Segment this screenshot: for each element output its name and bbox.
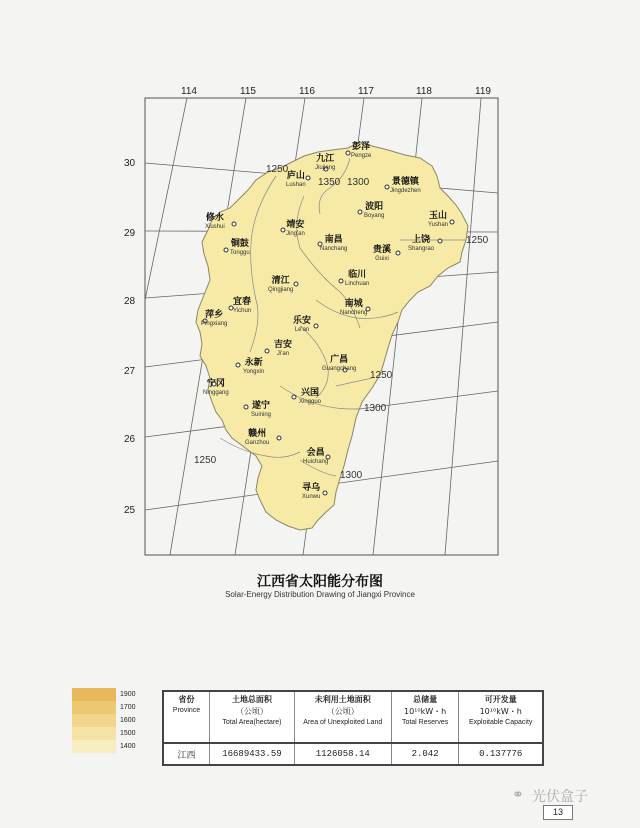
city-label-xiushui: 修水 Xiushui [205, 213, 225, 230]
cell-exploitable-capacity: 0.137776 [459, 743, 543, 765]
wechat-icon: ⚭ [512, 787, 524, 803]
legend-swatch [72, 688, 116, 701]
data-table [162, 690, 544, 766]
city-label-tonggu: 铜鼓 Tonggu [230, 239, 250, 256]
legend-label: 1700 [120, 704, 136, 711]
isoline-label: 1350 [318, 177, 341, 188]
legend-swatch [72, 727, 116, 740]
legend-item [72, 714, 136, 727]
map-title: 江西省太阳能分布图 [257, 574, 383, 590]
isoline-label: 1300 [347, 177, 370, 188]
isoline-label: 1250 [194, 455, 217, 466]
isoline-label: 1250 [266, 164, 289, 175]
longitude-label: 114 [181, 86, 197, 97]
legend-label: 1500 [120, 730, 136, 737]
legend-swatch [72, 701, 116, 714]
isoline-label: 1300 [364, 403, 387, 414]
jiangxi-province-shape [196, 142, 468, 530]
table-header-row [163, 691, 543, 743]
longitude-label: 119 [475, 86, 491, 97]
latitude-label: 27 [124, 366, 136, 377]
watermark: 光伏盒子 [532, 789, 588, 805]
city-label-yongxin: 永新 Yongxin [243, 358, 265, 375]
legend-label: 1400 [120, 743, 136, 750]
longitude-label: 115 [240, 86, 256, 97]
cell-total-reserves: 2.042 [391, 743, 459, 765]
latitude-label: 30 [124, 158, 136, 169]
city-label-pengze: 彭泽 Pengze [351, 142, 372, 159]
city-label-pingxiang: 萍乡 Pingxiang [201, 310, 228, 327]
legend-item [72, 701, 136, 714]
city-label-nanchang: 南昌 Nanchang [320, 235, 348, 252]
header-exploitable-capacity: 可开发量 10¹⁰kW・h Exploitable Capacity [459, 691, 543, 743]
city-label-xunwu: 寻乌 Xunwu [302, 483, 321, 500]
map-subtitle: Solar-Energy Distribution Drawing of Jiangxi Province [225, 590, 415, 599]
city-label-linchuan: 临川 Linchuan [345, 270, 370, 287]
city-label-ganzhou: 赣州 Ganzhou [245, 429, 270, 446]
city-label-nancheng: 南城 Nancheng [340, 299, 368, 316]
city-label-boyang: 波阳 Boyang [364, 202, 385, 219]
legend-label: 1600 [120, 717, 136, 724]
city-label-shangrao: 上饶 Shangrao [408, 235, 435, 252]
city-label-yichun: 宜春 Yichun [233, 297, 252, 314]
latitude-label: 25 [124, 505, 136, 516]
latitude-label: 28 [124, 296, 136, 307]
longitude-label: 116 [299, 86, 315, 97]
city-label-jiujiang: 九江 Jiujiang [315, 154, 336, 171]
city-label-suining: 遂宁 Suining [251, 401, 272, 418]
isoline-label: 1300 [340, 470, 363, 481]
city-label-guixi: 贵溪 Guixi [373, 245, 392, 262]
legend-item [72, 727, 136, 740]
isoline-label: 1250 [370, 370, 393, 381]
header-unexploited-land: 未利用土地面积 （公顷） Area of Unexploited Land [294, 691, 391, 743]
latitude-label: 26 [124, 434, 136, 445]
city-label-ninggang: 宁冈 Ninggang [203, 379, 229, 396]
legend-label: 1900 [120, 691, 136, 698]
legend-swatch [72, 740, 116, 753]
city-label-jingdezhen: 景德镇 Jingdezhen [390, 177, 421, 194]
cell-province: 江西 [163, 743, 210, 765]
header-province: 省份 Province [163, 691, 210, 743]
header-total-reserves: 总储量 10¹⁰kW・h Total Reserves [391, 691, 459, 743]
table-row [163, 743, 543, 765]
city-label-huichang: 会昌 Huichang [303, 448, 329, 465]
city-label-yushan: 玉山 Yushan [428, 211, 449, 228]
city-label-jingan: 靖安 Jing'an [286, 220, 305, 237]
page-number: 13 [543, 805, 573, 820]
legend-item [72, 688, 136, 701]
city-label-guangchang: 广昌 Guangchang [322, 355, 357, 372]
city-label-jian: 吉安 Ji'an [274, 340, 293, 357]
cell-unexploited-land: 1126058.14 [294, 743, 391, 765]
isoline-label: 1250 [466, 235, 489, 246]
city-label-xingguo: 兴国 Xingguo [299, 388, 322, 405]
city-label-lean: 乐安 Le'an [293, 316, 312, 333]
legend-swatch [72, 714, 116, 727]
header-total-area: 土地总面积 （公顷） Total Area(hectare) [210, 691, 295, 743]
longitude-label: 117 [358, 86, 374, 97]
cell-total-area: 16689433.59 [210, 743, 295, 765]
latitude-label: 29 [124, 228, 136, 239]
legend [72, 688, 136, 753]
legend-item [72, 740, 136, 753]
longitude-label: 118 [416, 86, 432, 97]
city-label-lushan: 庐山 Lushan [286, 171, 306, 188]
city-label-qingjiang: 清江 Qingjiang [268, 276, 294, 293]
